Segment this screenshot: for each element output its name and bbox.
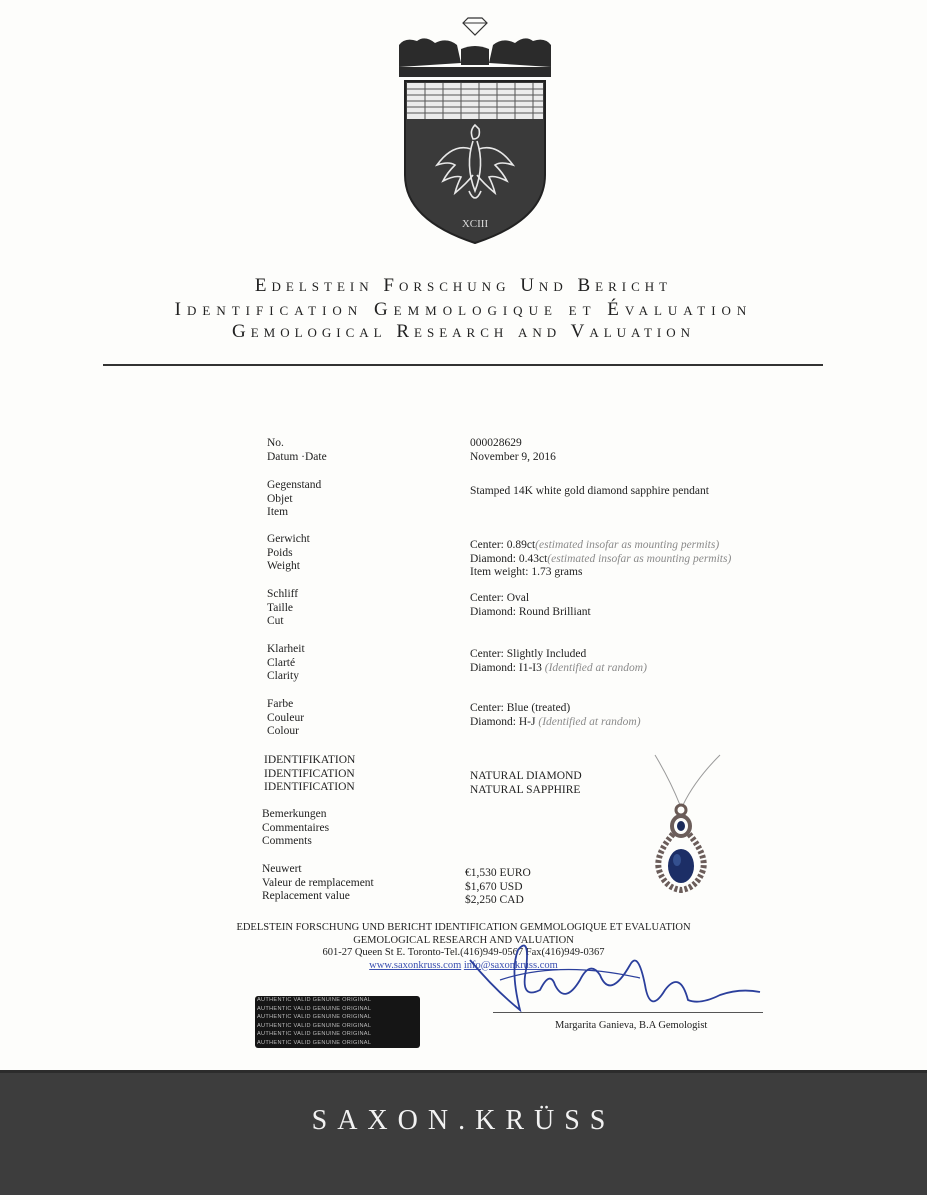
field-values [465, 867, 531, 908]
field-labels [267, 437, 327, 464]
label-weight-en: Weight [267, 560, 300, 572]
label-item-de: Gegenstand [267, 479, 322, 491]
label-comments-fr: Commentaires [262, 821, 330, 834]
field-labels [267, 643, 305, 684]
crest-numeral: XCIII [461, 218, 489, 230]
label-identification-en: IDENTIFICATION [264, 781, 355, 793]
field-values [470, 485, 709, 499]
label-clarity-fr: Clarté [267, 656, 296, 669]
field-values [470, 592, 591, 619]
email-link[interactable]: info@saxonkruss.com [463, 959, 558, 971]
label-cut-en: Cut [267, 615, 284, 627]
label-comments-en: Comments [262, 835, 312, 847]
label-value-en: Replacement value [262, 890, 350, 902]
value-cad: $2,250 CAD [465, 894, 524, 906]
diamond-icon [463, 18, 487, 35]
label-weight-fr: Poids [267, 546, 293, 559]
field-labels [267, 588, 298, 629]
label-comments-de: Bemerkungen [262, 808, 327, 820]
header-line-french: Identification Gemmologique et Évaluation [174, 299, 753, 320]
value-usd: $1,670 USD [465, 880, 523, 893]
hologram-text-1: AUTHENTIC VALID GENUINE ORIGINAL [257, 997, 372, 1003]
crest-logo [395, 15, 555, 255]
label-number: No. [267, 437, 284, 449]
field-labels [267, 698, 304, 739]
hologram-text-2: AUTHENTIC VALID GENUINE ORIGINAL [257, 1005, 372, 1012]
field-values [470, 770, 582, 797]
field-labels [262, 863, 374, 904]
hologram-text-4: AUTHENTIC VALID GENUINE ORIGINAL [257, 1022, 372, 1029]
label-cut-fr: Taille [267, 601, 294, 614]
field-values [470, 539, 731, 580]
value-center-colour: Center: Blue (treated) [470, 702, 571, 714]
field-labels [262, 808, 329, 849]
brand-name: SAXON.KRÜSS [311, 1105, 616, 1136]
label-date: Datum ·Date [267, 450, 327, 463]
value-item-weight: Item weight: 1.73 grams [470, 566, 583, 578]
label-identification-de: IDENTIFIKATION [264, 754, 356, 766]
label-colour-de: Farbe [267, 698, 294, 710]
field-values [470, 702, 641, 729]
signatory-name: Margarita Ganieva, B.A Gemologist [555, 1020, 708, 1031]
field-labels [267, 533, 310, 574]
label-colour-fr: Couleur [267, 711, 305, 724]
hologram-seal [255, 996, 420, 1048]
label-item-fr: Objet [267, 492, 293, 505]
field-values [470, 648, 647, 675]
value-item: Stamped 14K white gold diamond sapphire pendant [470, 485, 709, 497]
value-identification-sapphire: NATURAL SAPPHIRE [470, 783, 581, 796]
value-center-clarity: Center: Slightly Included [470, 648, 587, 660]
value-date: November 9, 2016 [470, 450, 556, 463]
value-diamond-clarity: Diamond: I1-I3 (Identified at random) [470, 661, 647, 674]
value-euro: €1,530 EURO [465, 867, 531, 879]
footer-org-line1: EDELSTEIN FORSCHUNG UND BERICHT IDENTIFICATION GEMMOLOGIQUE ET EVALUATION [236, 922, 691, 933]
field-labels [264, 754, 355, 795]
hologram-text-3: AUTHENTIC VALID GENUINE ORIGINAL [257, 1014, 372, 1021]
value-center-weight: Center: 0.89ct(estimated insofar as mounting permits) [470, 539, 720, 551]
hologram-text-5: AUTHENTIC VALID GENUINE ORIGINAL [257, 1031, 372, 1038]
label-clarity-de: Klarheit [267, 643, 305, 655]
label-value-fr: Valeur de remplacement [262, 876, 374, 889]
dragons-icon [399, 38, 551, 77]
label-item-en: Item [267, 506, 289, 518]
value-number: 000028629 [470, 437, 522, 449]
website-link[interactable]: www.saxonkruss.com [369, 959, 462, 971]
pendant-photo [625, 750, 735, 900]
signature-line [493, 1012, 763, 1013]
label-value-de: Neuwert [262, 863, 302, 875]
label-identification-fr: IDENTIFICATION [264, 767, 355, 780]
header-line-german: Edelstein Forschung Und Bericht [254, 275, 673, 296]
footer-address: 601-27 Queen St E. Toronto-Tel.(416)949-0567 Fax(416)949-0367 [322, 947, 605, 958]
hologram-text-6: AUTHENTIC VALID GENUINE ORIGINAL [257, 1039, 372, 1046]
label-colour-en: Colour [267, 725, 299, 737]
label-weight-de: Gerwicht [267, 533, 310, 545]
value-identification-diamond: NATURAL DIAMOND [470, 770, 582, 782]
field-labels [267, 479, 321, 520]
footer-org-line2: GEMOLOGICAL RESEARCH AND VALUATION [353, 934, 574, 946]
header-divider [103, 364, 823, 366]
label-clarity-en: Clarity [267, 670, 299, 682]
field-values [470, 437, 556, 464]
signature-mark [440, 930, 770, 1020]
value-diamond-cut: Diamond: Round Brilliant [470, 605, 591, 618]
value-diamond-colour: Diamond: H-J (Identified at random) [470, 715, 641, 728]
header-line-english: Gemological Research and Valuation [231, 321, 696, 342]
value-diamond-weight: Diamond: 0.43ct(estimated insofar as mounting permits) [470, 552, 732, 565]
value-center-cut: Center: Oval [470, 592, 530, 604]
label-cut-de: Schliff [267, 588, 299, 600]
